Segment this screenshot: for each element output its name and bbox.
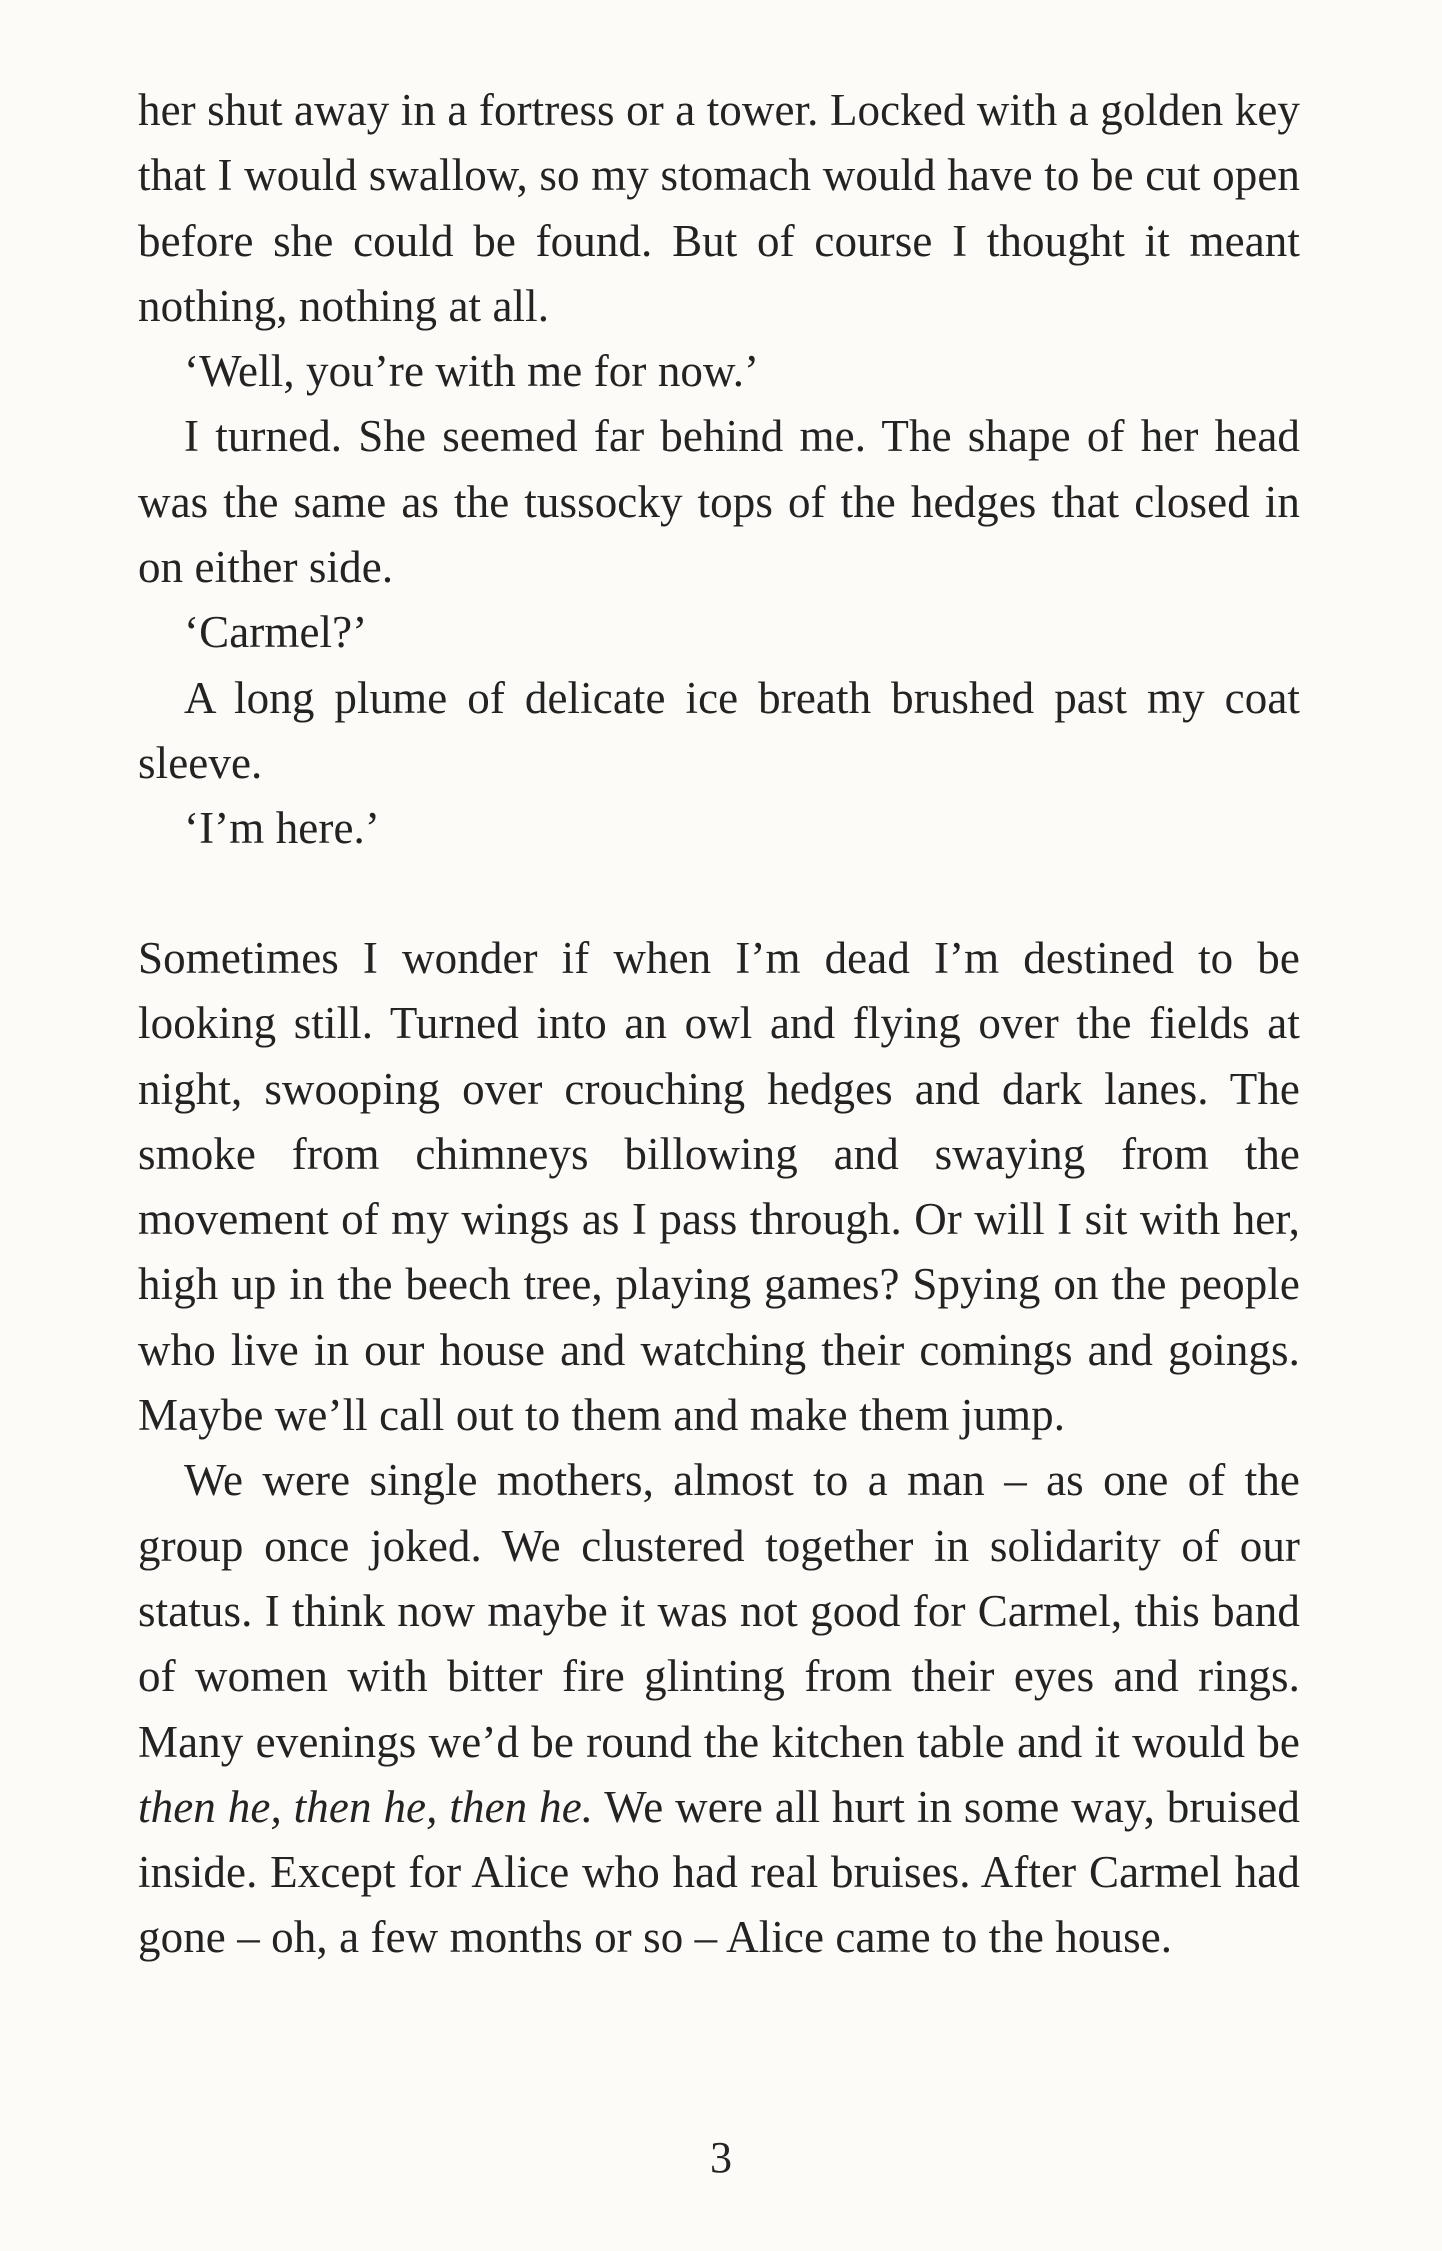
page-number: 3 xyxy=(710,2133,732,2182)
paragraph: her shut away in a fortress or a tower. Locked with a golden key that I would swallow, so my stomach would have to be cut open before she could be found. But of course I thought it meant nothing, nothing at all. xyxy=(138,85,1300,331)
paragraph: ‘Well, you’re with me for now.’ xyxy=(184,346,760,397)
italic-phrase: then he, then he, then he. xyxy=(138,1781,594,1832)
paragraph: ‘I’m here.’ xyxy=(184,803,380,854)
paragraph: I turned. She seemed far behind me. The shape of her head was the same as the tussocky tops of the hedges that closed in on either side. xyxy=(138,411,1300,593)
text-section-two xyxy=(138,926,1300,1971)
paragraph: ‘Carmel?’ xyxy=(184,607,368,658)
paragraph: Sometimes I wonder if when I’m dead I’m destined to be looking still. Turned into an owl and flying over the fields at night, swooping over crouching hedges and dark lanes. The smoke from chimneys billowing and swaying from the movement of my wings as I pass through. Or will I sit with her, high up in the beech tree, playing games? Spying on the people who live in our house and watching their comings and goings. Maybe we’ll call out to them and make them jump. xyxy=(138,933,1300,1441)
paragraph-text: We were single mothers, almost to a man – as one of the group once joked. We clustered together in solidarity of our status. I think now maybe it was not good for Carmel, this band of women with bitter fire glinting from their eyes and rings. Many evenings we’d be round the kitchen table and it would be xyxy=(138,1455,1300,1767)
paragraph-text: We were all hurt in some way, bruised inside. Except for Alice who had real bruises. After Carmel had gone – oh, a few months or so – Alice came to the house. xyxy=(138,1781,1300,1963)
text-section-one xyxy=(138,78,1300,862)
paragraph xyxy=(138,1448,1300,1970)
paragraph: A long plume of delicate ice breath brushed past my coat sleeve. xyxy=(138,672,1300,788)
